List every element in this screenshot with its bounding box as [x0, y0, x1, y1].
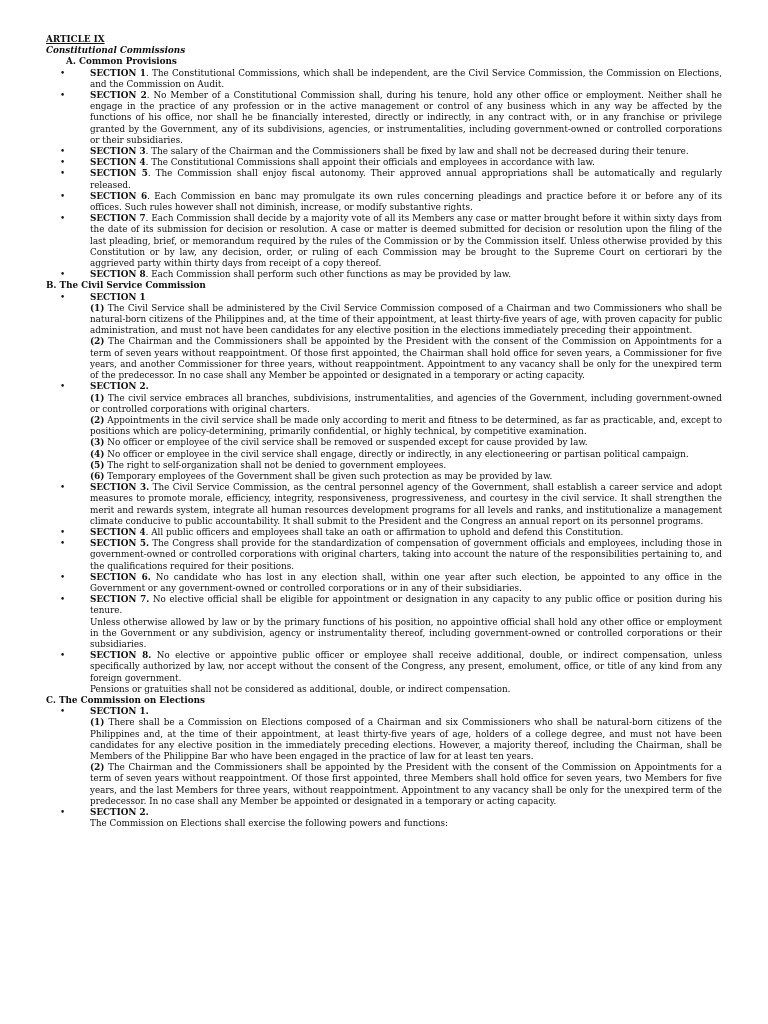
section-label: SECTION 5 — [90, 169, 148, 180]
section-item — [46, 483, 722, 528]
section-text: No candidate who has lost in any election shall, within one year after such election, be appointed to any office in the Government or any government-owned or controlled corporations or in any of their subsidiaries. — [90, 572, 723, 594]
section-item — [46, 539, 722, 573]
section-text: . The Constitutional Commissions shall appoint their officials and employees in accordance with law. — [145, 158, 595, 169]
bullet-icon: • — [60, 382, 66, 393]
bullet-icon: • — [60, 292, 66, 303]
bullet-icon: • — [60, 270, 66, 281]
article-title: ARTICLE IX — [46, 35, 105, 45]
section-label: SECTION 7. — [90, 595, 150, 606]
paragraph-number: (6) — [90, 471, 105, 482]
paragraph-text: Appointments in the civil service shall be made only according to merit and fitness to be determined, as far as practicable, and, except to positions which are policy-determining, primarily confidential, or highly technical, by competitive examination. — [90, 415, 722, 438]
section-label: SECTION 8. — [90, 651, 152, 662]
section-text: No elective or appointive public officer or employee shall receive additional, double, or indirect compensation, unless specifically authorized by law, nor accept without the consent of the Congress, any present, emolument, office, or title of any kind from any foreign government. — [90, 651, 722, 684]
paragraph-text: Temporary employees of the Government shall be given such protection as may be provided by law. — [104, 471, 553, 482]
part-c-heading: C. The Commission on Elections — [46, 695, 205, 706]
section-label: SECTION 5. — [90, 539, 150, 550]
bullet-icon: • — [60, 158, 66, 169]
bullet-icon: • — [60, 707, 66, 718]
section-label: SECTION 8 — [90, 270, 146, 281]
section-paragraph: Unless otherwise allowed by law or by the primary functions of his position, no appointive official shall hold any other office or employment in the Government or any subdivision, agency or instrumentality thereof, including government-owned or controlled corporations or their subsidiaries. — [90, 617, 722, 650]
section-label: SECTION 2. — [90, 382, 149, 393]
section-label: SECTION 2 — [90, 91, 147, 102]
section-label: SECTION 1. — [90, 707, 149, 718]
bullet-icon: • — [60, 539, 66, 550]
paragraph-text: No officer or employee in the civil service shall engage, directly or indirectly, in any electioneering or partisan political campaign. — [104, 449, 689, 460]
section-item — [46, 192, 722, 214]
section-item — [46, 707, 722, 718]
paragraph-text: There shall be a Commission on Elections composed of a Chairman and six Commissioners who shall be natural-born citizens of the Philippines and, at the time of their appointment, at least thirty-five years of age, holders of a college degree, and must not have been candidates for any elective position in the immediately preceding elections. However, a majority thereof, including the Chairman, shall be Members of the Philippine Bar who have been engaged in the practice of law for at least ten years. — [90, 718, 722, 762]
section-text: . No Member of a Constitutional Commission shall, during his tenure, hold any other office or employment. Neither shall he engage in the practice of any profession or in the active management or control of any business which in any way be affected by the functions of his office, nor shall he be financially interested, directly or indirectly, in any contract with, or in any franchise or privilege granted by the Government, any of its subdivisions, agencies, or instrumentalities, including government-owned or controlled corporations or their subsidiaries. — [90, 91, 722, 146]
section-label: SECTION 7 — [90, 214, 146, 225]
section-item — [46, 214, 722, 270]
paragraph-number: (2) — [90, 415, 105, 426]
paragraph-text: No officer or employee of the civil service shall be removed or suspended except for cause provided by law. — [104, 438, 588, 449]
section-item — [46, 91, 722, 147]
section-label: SECTION 3 — [90, 147, 146, 158]
section-label: SECTION 6. — [90, 572, 151, 583]
bullet-icon: • — [60, 483, 66, 494]
section-paragraph — [46, 718, 722, 763]
section-label: SECTION 6 — [90, 191, 148, 202]
section-paragraph — [46, 450, 722, 461]
paragraph-number: (2) — [90, 337, 105, 348]
section-paragraph — [46, 472, 722, 483]
paragraph-number: (2) — [90, 763, 105, 774]
bullet-icon: • — [60, 68, 66, 79]
bullet-icon: • — [60, 808, 66, 819]
section-text: No elective official shall be eligible for appointment or designation in any capacity to any public office or position during his tenure. — [90, 595, 722, 617]
section-paragraph: The Commission on Elections shall exercise the following powers and functions: — [90, 819, 449, 830]
section-label: SECTION 4 — [90, 158, 146, 169]
section-item — [46, 270, 722, 281]
paragraph-number: (1) — [90, 718, 105, 729]
section-text: . Each Commission shall perform such other functions as may be provided by law. — [145, 270, 512, 281]
part-b-heading: B. The Civil Service Commission — [46, 281, 206, 292]
bullet-icon: • — [60, 169, 66, 180]
paragraph-number: (1) — [90, 393, 105, 404]
part-a-heading: A. Common Provisions — [66, 57, 177, 68]
paragraph-number: (5) — [90, 460, 105, 471]
section-paragraph — [46, 438, 722, 449]
section-paragraph — [46, 416, 722, 438]
bullet-icon: • — [60, 527, 66, 538]
paragraph-number: (4) — [90, 449, 105, 460]
section-label: SECTION 1 — [90, 68, 147, 79]
section-item — [46, 382, 722, 393]
section-label: SECTION 4 — [90, 527, 146, 538]
section-paragraph — [46, 394, 722, 416]
paragraph-text: The civil service embraces all branches, subdivisions, instrumentalities, and agencies of the Government, including government-owned or controlled corporations with original charters. — [90, 393, 722, 415]
section-text: The Congress shall provide for the standardization of compensation of government officials and employees, including those in government-owned or controlled corporations with original charters, taking into account the nature of the responsibilities pertaining to, and the qualifications required for their positions. — [90, 539, 722, 572]
section-label: SECTION 3. — [90, 483, 150, 494]
bullet-icon: • — [60, 214, 66, 225]
section-item — [46, 158, 722, 169]
section-paragraph — [46, 304, 722, 338]
section-text: . The salary of the Chairman and the Commissioners shall be fixed by law and shall not be decreased during their tenure. — [145, 147, 689, 158]
bullet-icon: • — [60, 572, 66, 583]
section-paragraph — [46, 337, 722, 382]
section-text: . The Constitutional Commissions, which shall be independent, are the Civil Service Commission, the Commission on Elections, and the Commission on Audit. — [90, 68, 722, 90]
section-text: . The Commission shall enjoy fiscal autonomy. Their approved annual appropriations shall be automatically and regularly released. — [90, 169, 722, 191]
section-item — [46, 651, 722, 685]
section-label: SECTION 2. — [90, 808, 149, 819]
paragraph-text: The Chairman and the Commissioners shall be appointed by the President with the consent of the Commission on Appointments for a term of seven years without reappointment. Of those first appointed, the Chairman shall hold office for seven years, a Commissioner for five years, and another Commissioner for three years, without reappointment. Appointment to any vacancy shall be only for the unexpired term of the predecessor. In no case shall any Member be appointed or designated in a temporary or acting capacity. — [90, 337, 722, 382]
section-label: SECTION 1 — [90, 292, 146, 303]
section-text: The Civil Service Commission, as the central personnel agency of the Government, shall establish a career service and adopt measures to promote morale, efficiency, integrity, responsiveness, progressiveness, and courtesy in the civil service. It shall strengthen the merit and rewards system, integrate all human resources development programs for all levels and ranks, and institutionalize a management climate conducive to public accountability. It shall submit to the President and the Congress an annual report on its personnel programs. — [90, 483, 723, 527]
document-page — [46, 35, 722, 830]
article-subtitle: Constitutional Commissions — [46, 46, 186, 57]
paragraph-text: The Chairman and the Commissioners shall be appointed by the President with the consent of the Commission on Appointments for a term of seven years without reappointment. Of those first appointed, three Members shall hold office for seven years, two Members for five years, and the last Members for three years, without reappointment. Appointment to any vacancy shall be only for the unexpired term of the predecessor. In no case shall any Member be appointed or designated in a temporary or acting capacity. — [90, 763, 722, 807]
bullet-icon: • — [60, 191, 66, 202]
section-item — [46, 169, 722, 191]
bullet-icon: • — [60, 651, 66, 662]
bullet-icon: • — [60, 595, 66, 606]
section-item — [46, 528, 722, 539]
section-item — [46, 147, 722, 158]
paragraph-text: The right to self-organization shall not be denied to government employees. — [104, 460, 447, 471]
paragraph-number: (1) — [90, 303, 105, 314]
paragraph-text: The Civil Service shall be administered by the Civil Service Commission composed of a Chairman and two Commissioners who shall be natural-born citizens of the Philippines and, at the time of their appointment, at least thirty-five years of age, with proven capacity for public administration, and must not have been candidates for any elective position in the elections immediately preceding their appointment. — [90, 303, 722, 337]
section-item — [46, 808, 722, 819]
section-paragraph: Pensions or gratuities shall not be considered as additional, double, or indirect compensation. — [90, 684, 511, 695]
section-text: . All public officers and employees shall take an oath or affirmation to uphold and defend this Constitution. — [145, 527, 624, 538]
bullet-icon: • — [60, 147, 66, 158]
section-item — [46, 595, 722, 617]
bullet-icon: • — [60, 91, 66, 102]
section-paragraph — [46, 763, 722, 808]
section-text: . Each Commission en banc may promulgate its own rules concerning pleadings and practice before it or before any of its offices. Such rules however shall not diminish, increase, or modify substantive rights. — [90, 191, 723, 214]
section-item — [46, 573, 722, 595]
section-item — [46, 69, 722, 91]
section-text: . Each Commission shall decide by a majority vote of all its Members any case or matter brought before it within sixty days from the date of its submission for decision or resolution. A case or matter is deemed submitted for decision or resolution upon the filing of the last pleading, brief, or memorandum required by the rules of the Commission or by the Commission itself. Unless otherwise provided by this Constitution or by law, any decision, order, or ruling of each Commission may be brought to the Supreme Court on certiorari by the aggrieved party within thirty days from receipt of a copy thereof. — [90, 214, 722, 270]
section-paragraph — [46, 461, 722, 472]
paragraph-number: (3) — [90, 438, 105, 449]
section-item — [46, 293, 722, 304]
